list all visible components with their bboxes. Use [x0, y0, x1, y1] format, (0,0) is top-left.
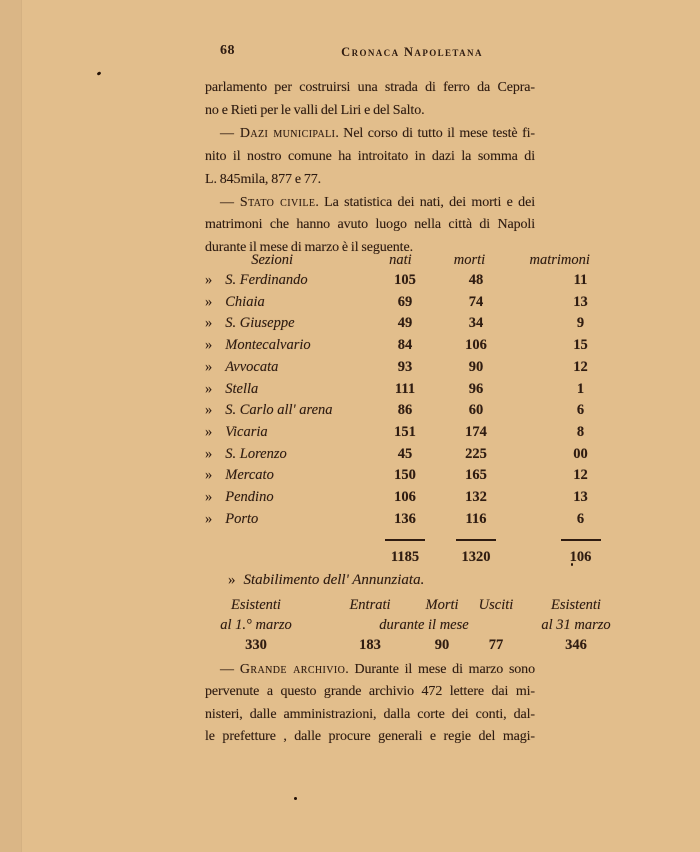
text-line: nisteri, dalle amministrazioni, dalla corte dei conti, dal-: [205, 706, 535, 722]
matrimoni-value: 12: [573, 358, 588, 375]
section-heading-stato-civile: Stato civile: [239, 194, 316, 210]
section-heading-dazi: Dazi municipali: [239, 125, 336, 141]
row-marker: »: [205, 510, 213, 527]
totals-row: [205, 549, 605, 566]
spacer: [205, 539, 370, 542]
col-header-morti: morti: [453, 252, 486, 268]
stats-table-header: [205, 250, 605, 270]
row-marker: »: [205, 423, 213, 440]
matrimoni-value: 13: [573, 489, 588, 506]
morti-value: 60: [468, 402, 484, 419]
row-label: [205, 509, 370, 531]
nati-value: 136: [394, 510, 416, 527]
matrimoni-value: 1: [576, 380, 585, 397]
morti-value: 165: [465, 467, 487, 484]
nati-value: 93: [397, 358, 413, 375]
text-run: . Nel corso di tutto il mese testè fi-: [335, 125, 535, 141]
ink-speck: [294, 797, 297, 800]
annunziata-section: [185, 570, 631, 655]
total-rule: [561, 539, 601, 541]
col-header-sezioni: Sezioni: [251, 252, 294, 268]
sezione-name: S. Giuseppe: [225, 315, 295, 332]
sezione-name: Mercato: [225, 467, 274, 484]
matrimoni-value: 15: [573, 337, 588, 354]
annunziata-title-text: Stabilimento dell' Annunziata.: [243, 572, 425, 588]
row-label: [205, 292, 370, 314]
table-row: [205, 444, 605, 466]
em-dash: —: [220, 662, 234, 677]
text-line: no e Rieti per le valli del Liri e del Salto.: [205, 102, 425, 118]
text-run: . Durante il mese di marzo sono: [345, 662, 535, 677]
sezione-name: Stella: [225, 380, 259, 397]
total-rule: [385, 539, 425, 541]
table-row: [205, 313, 605, 335]
text-line: matrimoni che hanno avuto luogo nella città di Napoli: [205, 217, 535, 233]
table-row: [205, 400, 605, 422]
nati-value: 151: [394, 423, 416, 440]
page-left-edge: [0, 0, 22, 852]
em-dash: —: [220, 194, 234, 210]
morti-value: 174: [465, 423, 487, 440]
matrimoni-value: 00: [573, 445, 588, 462]
morti-value: 106: [465, 337, 487, 354]
sezione-name: Montecalvario: [225, 337, 311, 354]
row-label: [205, 313, 370, 335]
annunziata-title: [228, 570, 631, 590]
row-label: [205, 400, 370, 422]
sezione-name: S. Ferdinando: [225, 272, 308, 288]
sezione-name: Porto: [225, 510, 259, 527]
value-morti: 90: [434, 637, 450, 653]
row-label: [205, 357, 370, 379]
rule-cell: [370, 539, 440, 542]
row-label: [205, 487, 370, 509]
nati-value: 150: [394, 467, 416, 484]
row-label: [205, 422, 370, 444]
body-text: [205, 77, 535, 260]
grande-archivio-paragraph: [205, 659, 535, 749]
text-line: parlamento per costruirsi una strada di ferro da Cepra-: [205, 80, 535, 95]
text-line: [205, 659, 535, 681]
row-marker: »: [205, 489, 213, 506]
nati-value: 84: [397, 337, 413, 354]
nati-value: 45: [397, 445, 413, 462]
rule-cell: [512, 539, 605, 542]
em-dash: —: [220, 125, 234, 141]
subheader-durante-il-mese: durante il mese: [379, 617, 469, 633]
morti-value: 34: [468, 315, 484, 332]
text-run: . La statistica dei nati, dei morti e dei: [315, 194, 535, 210]
row-label: [205, 270, 370, 292]
page-number: 68: [220, 43, 235, 58]
text-line: [205, 192, 535, 215]
table-row: [205, 357, 605, 379]
row-marker: »: [205, 315, 213, 332]
table-row: [205, 379, 605, 401]
morti-value: 132: [465, 489, 487, 506]
subheader-al-31-marzo: al 31 marzo: [541, 617, 611, 633]
morti-value: 225: [465, 445, 487, 462]
matrimoni-value: 9: [576, 315, 585, 332]
table-row: [205, 335, 605, 357]
row-marker: »: [205, 445, 213, 462]
total-matrimoni: 106: [569, 549, 592, 566]
sezione-name: S. Lorenzo: [225, 445, 287, 462]
table-row: [205, 509, 605, 531]
text-line: nito il nostro comune ha introitato in dazi la somma di: [205, 148, 535, 164]
matrimoni-value: 8: [576, 423, 585, 440]
col-header-morti: Morti: [425, 597, 459, 613]
table-row: [205, 292, 605, 314]
col-header-esistenti-2: Esistenti: [551, 597, 601, 613]
table-row: [205, 487, 605, 509]
text-line: L. 845mila, 877 e 77.: [205, 171, 322, 187]
text-line: le prefetture , dalle procure generali e regie del magi-: [205, 729, 535, 745]
value-esistenti-1: 330: [245, 637, 267, 653]
nati-value: 105: [394, 272, 416, 288]
sezione-name: Vicaria: [225, 423, 268, 440]
col-header-esistenti-1: Esistenti: [231, 597, 281, 613]
totals-rules: [205, 539, 605, 542]
matrimoni-value: 11: [573, 272, 588, 288]
total-rule: [456, 539, 496, 541]
matrimoni-value: 13: [573, 293, 588, 310]
value-esistenti-2: 346: [565, 637, 587, 653]
row-label: [205, 444, 370, 466]
annunziata-table: [185, 595, 631, 655]
nati-value: 49: [397, 315, 413, 332]
running-title: Cronaca Napoletana: [341, 45, 483, 59]
col-header-matrimoni: matrimoni: [529, 252, 590, 268]
row-label: [205, 465, 370, 487]
subheader-al-1-marzo: al 1.° marzo: [220, 617, 292, 633]
morti-value: 90: [468, 358, 484, 375]
ink-speck: [97, 71, 102, 76]
morti-value: 74: [468, 293, 484, 310]
row-marker: »: [205, 402, 213, 419]
nati-value: 106: [394, 489, 416, 506]
morti-value: 116: [465, 510, 487, 527]
section-heading-grande-archivio: Grande archivio: [239, 662, 346, 677]
row-marker: »: [205, 380, 213, 397]
value-entrati: 183: [359, 637, 381, 653]
matrimoni-value: 6: [576, 402, 585, 419]
sezione-name: Pendino: [225, 489, 274, 506]
morti-value: 96: [468, 380, 484, 397]
row-marker: »: [205, 467, 213, 484]
total-nati: 1185: [390, 549, 420, 566]
col-header-usciti: Usciti: [478, 597, 514, 613]
spacer: [205, 549, 370, 566]
col-header-entrati: Entrati: [349, 597, 391, 613]
text-line: pervenute a questo grande archivio 472 lettere dai mi-: [205, 684, 535, 700]
sezione-name: S. Carlo all' arena: [225, 402, 333, 419]
matrimoni-value: 12: [573, 467, 588, 484]
table-row: [205, 465, 605, 487]
row-marker: »: [228, 572, 236, 588]
nati-value: 111: [394, 380, 416, 397]
text-line: durante il mese di marzo è il seguente.: [205, 240, 413, 256]
row-marker: »: [205, 337, 213, 354]
col-header-nati: nati: [389, 252, 412, 268]
table-row: [205, 270, 605, 292]
row-marker: »: [205, 272, 213, 288]
row-label: [205, 379, 370, 401]
sezione-name: Avvocata: [225, 358, 279, 375]
morti-value: 48: [468, 272, 484, 288]
table-row: [205, 422, 605, 444]
sezione-name: Chiaia: [225, 293, 265, 310]
nati-value: 86: [397, 402, 413, 419]
value-usciti: 77: [488, 637, 504, 653]
rule-cell: [440, 539, 512, 542]
matrimoni-value: 6: [576, 510, 585, 527]
row-marker: »: [205, 358, 213, 375]
row-label: [205, 335, 370, 357]
total-morti: 1320: [461, 549, 491, 566]
text-line: [205, 123, 535, 146]
stats-table: [205, 250, 605, 566]
nati-value: 69: [397, 293, 413, 310]
row-marker: »: [205, 293, 213, 310]
